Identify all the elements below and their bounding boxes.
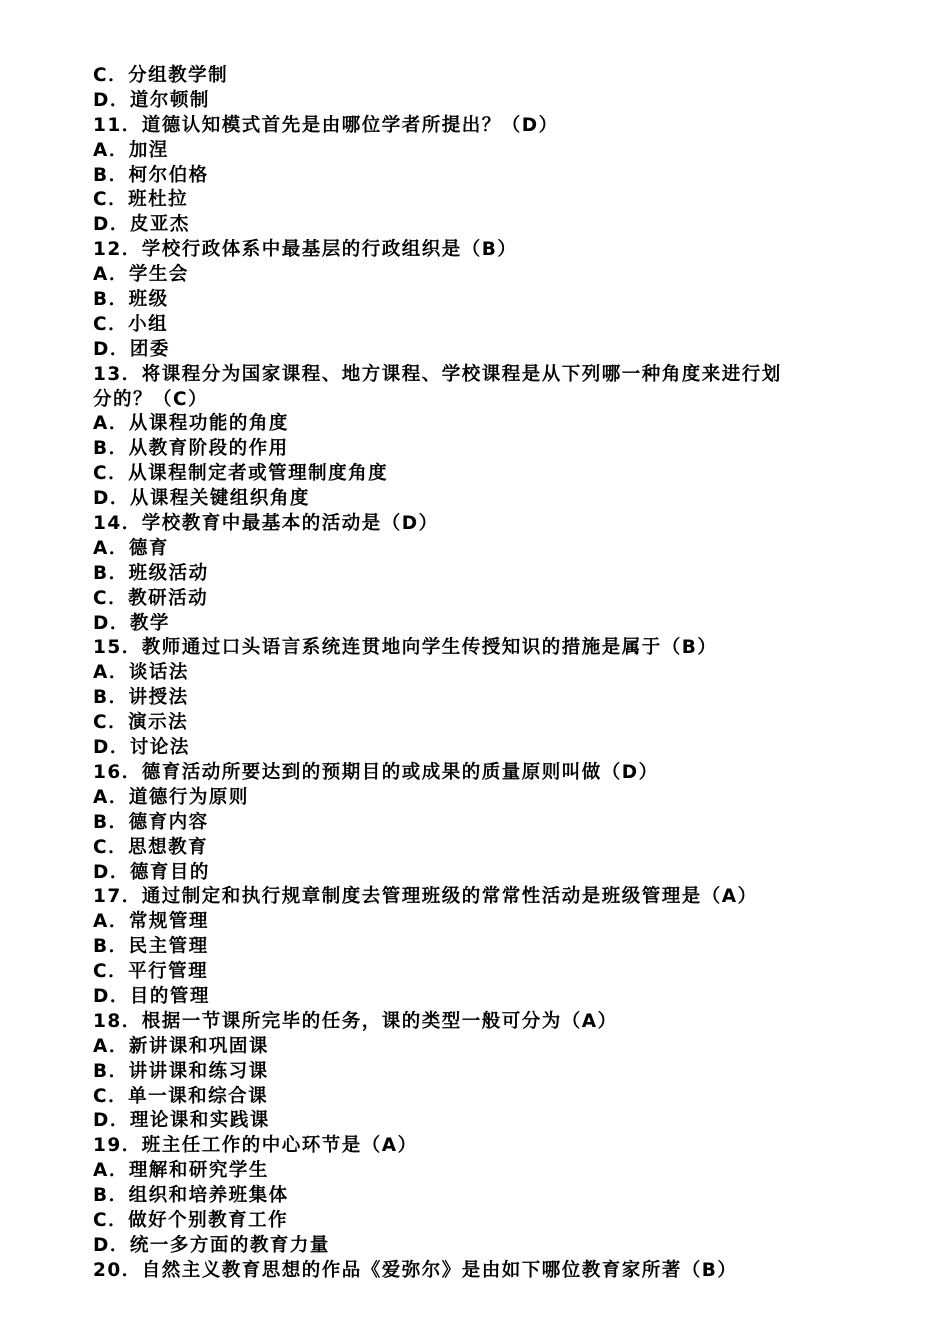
- option-line: A．加涅: [93, 139, 169, 161]
- question-19: 19．班主任工作的中心环节是（A）: [93, 1135, 418, 1157]
- option-line: B．讲授法: [93, 687, 189, 709]
- option-line: B．班级: [93, 289, 169, 311]
- option-line: B．从教育阶段的作用: [93, 438, 289, 460]
- option-line: C．小组: [93, 313, 169, 335]
- option-line: A．新讲课和巩固课: [93, 1035, 269, 1057]
- option-line: A．理解和研究学生: [93, 1160, 269, 1182]
- option-line: C．做好个别教育工作: [93, 1209, 289, 1231]
- question-20: 20．自然主义教育思想的作品《爱弥尔》是由如下哪位教育家所著（B）: [93, 1259, 738, 1281]
- option-line: B．班级活动: [93, 562, 209, 584]
- question-13-continued: 分的？（C）: [93, 388, 209, 410]
- option-line: C．从课程制定者或管理制度角度: [93, 463, 389, 485]
- option-line: C．思想教育: [93, 836, 209, 858]
- option-line: B．组织和培养班集体: [93, 1185, 289, 1207]
- option-line: B．德育内容: [93, 811, 209, 833]
- text-line: C．分组教学制: [93, 65, 229, 86]
- option-line: A．学生会: [93, 264, 189, 286]
- option-line: D．统一多方面的教育力量: [93, 1234, 330, 1256]
- option-line: C．单一课和综合课: [93, 1085, 269, 1107]
- option-line: C．班杜拉: [93, 189, 189, 211]
- question-15: 15．教师通过口头语言系统连贯地向学生传授知识的措施是属于（B）: [93, 637, 718, 659]
- text-line: D．道尔顿制: [93, 89, 210, 111]
- question-18: 18．根据一节课所完毕的任务，课的类型一般可分为（A）: [93, 1010, 618, 1032]
- option-line: B．讲讲课和练习课: [93, 1060, 269, 1082]
- option-line: B．民主管理: [93, 936, 209, 958]
- option-line: A．道德行为原则: [93, 786, 249, 808]
- option-line: D．皮亚杰: [93, 214, 190, 236]
- option-line: A．常规管理: [93, 911, 209, 933]
- question-13: 13．将课程分为国家课程、地方课程、学校课程是从下列哪一种角度来进行划: [93, 363, 782, 385]
- option-line: D．从课程关键组织角度: [93, 488, 310, 510]
- option-line: A．从课程功能的角度: [93, 413, 289, 435]
- option-line: C．平行管理: [93, 961, 209, 983]
- option-line: C．教研活动: [93, 587, 209, 609]
- option-line: D．目的管理: [93, 985, 210, 1007]
- option-line: A．德育: [93, 537, 169, 559]
- option-line: B．柯尔伯格: [93, 164, 209, 186]
- question-12: 12．学校行政体系中最基层的行政组织是（B）: [93, 239, 518, 261]
- option-line: D．讨论法: [93, 737, 190, 759]
- question-14: 14．学校教育中最基本的活动是（D）: [93, 513, 439, 535]
- question-11: 11．道德认知模式首先是由哪位学者所提出？（D）: [93, 114, 559, 136]
- option-line: C．演示法: [93, 712, 189, 734]
- question-16: 16．德育活动所要达到的预期目的或成果的质量原则叫做（D）: [93, 761, 659, 783]
- option-line: D．理论课和实践课: [93, 1110, 270, 1132]
- question-17: 17．通过制定和执行规章制度去管理班级的常常性活动是班级管理是（A）: [93, 886, 758, 908]
- option-line: D．德育目的: [93, 861, 210, 883]
- document-page: [93, 64, 873, 1284]
- option-line: D．教学: [93, 612, 170, 634]
- option-line: A．谈话法: [93, 662, 189, 684]
- option-line: D．团委: [93, 338, 170, 360]
